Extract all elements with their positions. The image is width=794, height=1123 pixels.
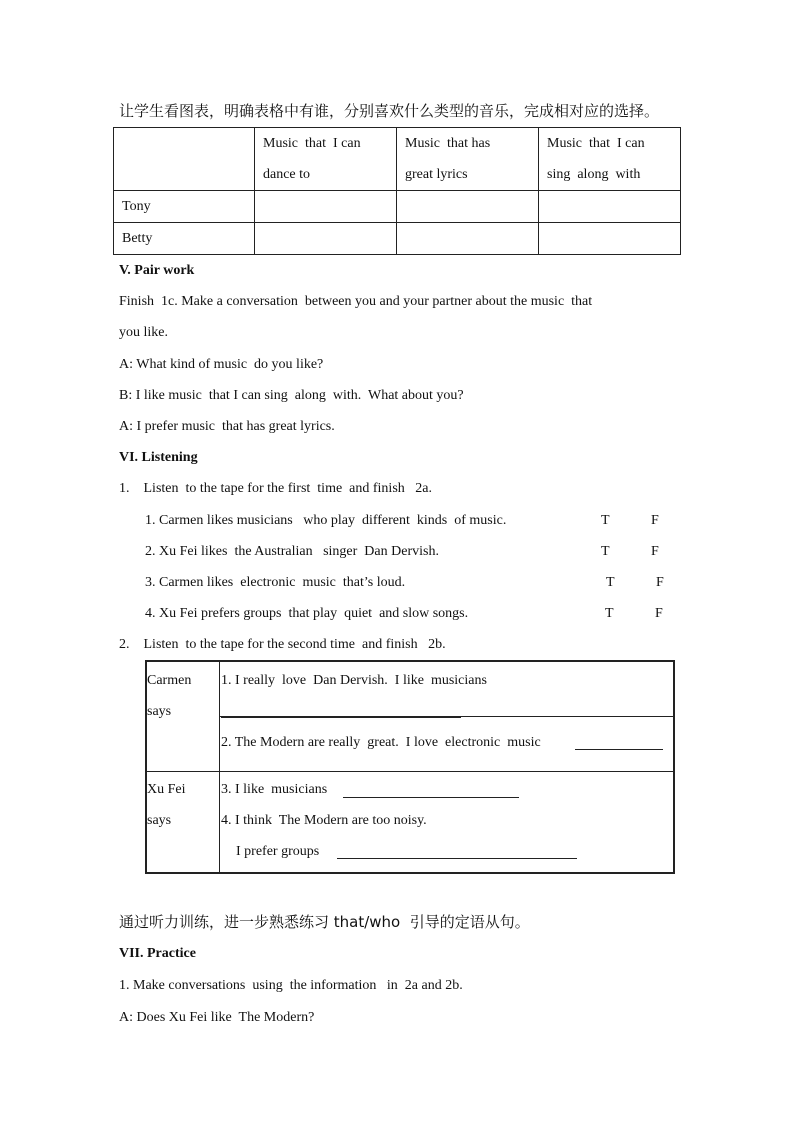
- table-cell[interactable]: [255, 191, 397, 223]
- table-header-row: [114, 128, 681, 191]
- table-header-cell: [114, 128, 255, 191]
- table-cell[interactable]: [539, 223, 681, 255]
- speaker-label: says: [147, 813, 172, 828]
- teaching-note: 通过听力训练，进一步熟悉练习 that/who 引导的定语从句。: [119, 913, 530, 931]
- dialogue-line: B: I like music that I can sing along with. What about you?: [119, 388, 464, 403]
- section-heading-pair-work: V. Pair work: [119, 263, 195, 278]
- true-option[interactable]: T: [605, 606, 614, 621]
- answer-blank[interactable]: [337, 858, 577, 859]
- false-option[interactable]: F: [651, 544, 659, 559]
- true-option[interactable]: T: [601, 544, 610, 559]
- intro-text: 让学生看图表，明确表格中有谁，分别喜欢什么类型的音乐，完成相对应的选择。: [119, 102, 660, 120]
- table-row: [114, 223, 681, 255]
- false-option[interactable]: F: [656, 575, 664, 590]
- table-header-cell: Music that I can dance to: [255, 128, 397, 191]
- table-cell[interactable]: [397, 223, 539, 255]
- true-option[interactable]: T: [601, 513, 610, 528]
- music-preference-table: [113, 127, 681, 255]
- false-option[interactable]: F: [655, 606, 663, 621]
- listening-task-2: 2. Listen to the tape for the second time and finish 2b.: [119, 637, 446, 652]
- true-false-statement: 1. Carmen likes musicians who play different kinds of music.: [145, 513, 507, 528]
- table-header-cell: Music that has great lyrics: [397, 128, 539, 191]
- dialogue-line: A: I prefer music that has great lyrics.: [119, 419, 335, 434]
- dialogue-line: A: What kind of music do you like?: [119, 357, 324, 372]
- instruction-text: you like.: [119, 325, 168, 340]
- section-heading-listening: VI. Listening: [119, 450, 198, 465]
- true-false-statement: 3. Carmen likes electronic music that’s loud.: [145, 575, 406, 590]
- table-row: [114, 191, 681, 223]
- listening-answer-box: [145, 660, 675, 874]
- table-cell[interactable]: [397, 191, 539, 223]
- fill-in-sentence: 4. I think The Modern are too noisy.: [221, 813, 427, 828]
- box-divider: [147, 771, 675, 772]
- speaker-label: says: [147, 704, 172, 719]
- fill-in-sentence: 1. I really love Dan Dervish. I like musicians: [221, 673, 487, 688]
- answer-blank[interactable]: [221, 717, 461, 718]
- false-option[interactable]: F: [651, 513, 659, 528]
- true-option[interactable]: T: [606, 575, 615, 590]
- section-heading-practice: VII. Practice: [119, 946, 196, 961]
- speaker-label: Xu Fei: [147, 782, 186, 797]
- true-false-statement: 2. Xu Fei likes the Australian singer Dan Dervish.: [145, 544, 439, 559]
- table-cell[interactable]: [539, 191, 681, 223]
- row-label: Betty: [114, 223, 255, 255]
- table-cell[interactable]: [255, 223, 397, 255]
- fill-in-sentence: I prefer groups: [236, 844, 320, 859]
- row-label: Tony: [114, 191, 255, 223]
- speaker-label: Carmen: [147, 673, 192, 688]
- dialogue-line: A: Does Xu Fei like The Modern?: [119, 1010, 315, 1025]
- answer-blank[interactable]: [575, 749, 663, 750]
- fill-in-sentence: 3. I like musicians: [221, 782, 328, 797]
- table-header-cell: Music that I can sing along with: [539, 128, 681, 191]
- answer-blank[interactable]: [343, 797, 519, 798]
- instruction-text: Finish 1c. Make a conversation between you and your partner about the music that: [119, 294, 593, 309]
- fill-in-sentence: 2. The Modern are really great. I love electronic music: [221, 735, 541, 750]
- box-divider: [219, 662, 220, 872]
- true-false-statement: 4. Xu Fei prefers groups that play quiet and slow songs.: [145, 606, 469, 621]
- practice-instruction: 1. Make conversations using the information in 2a and 2b.: [119, 978, 463, 993]
- listening-task-1: 1. Listen to the tape for the first time and finish 2a.: [119, 481, 432, 496]
